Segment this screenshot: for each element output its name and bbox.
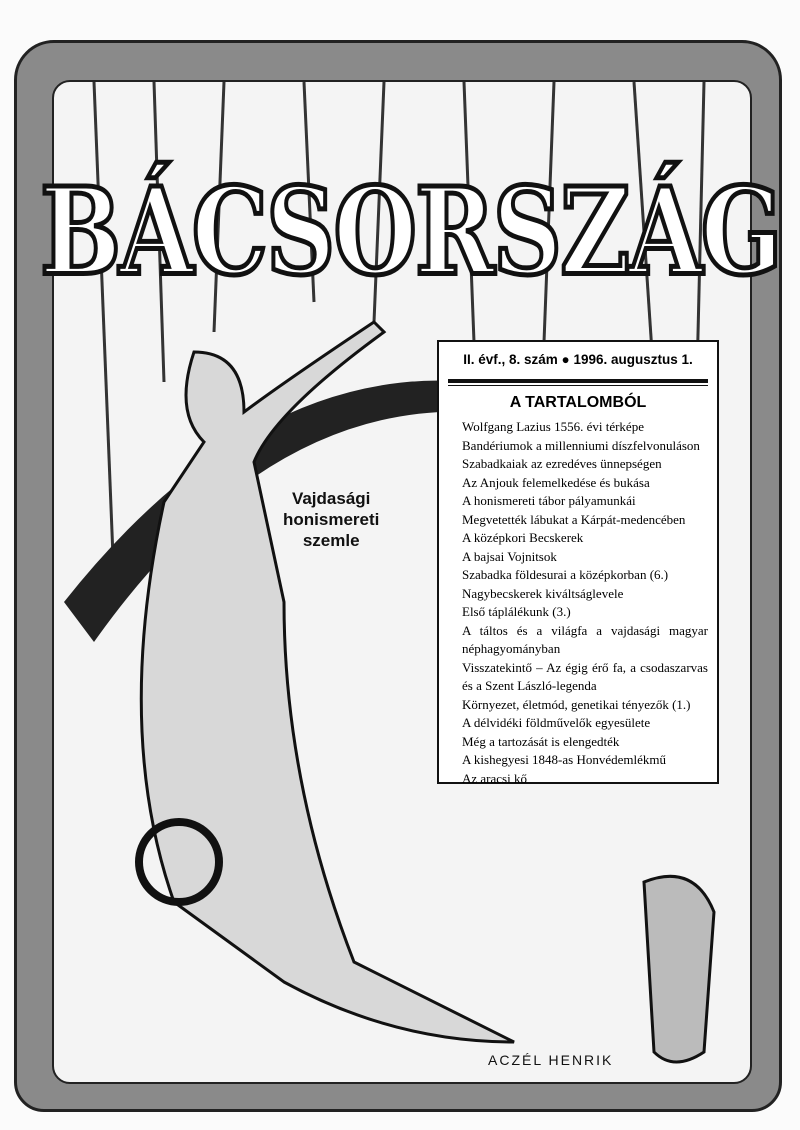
toc-item: Visszatekintő – Az égig érő fa, a csodaszarvas és a Szent László-legenda bbox=[462, 659, 708, 693]
toc-item: Környezet, életmód, genetikai tényezők (1.) bbox=[462, 696, 691, 712]
toc-heading: A TARTALOMBÓL bbox=[509, 394, 647, 411]
toc-item: Az aracsi kő bbox=[462, 770, 527, 786]
divider bbox=[448, 385, 708, 386]
subtitle-line: honismereti bbox=[283, 510, 380, 529]
toc-item: Nagybecskerek kiváltságlevele bbox=[462, 585, 624, 601]
toc-list bbox=[448, 418, 708, 788]
toc-item: A honismereti tábor pályamunkái bbox=[462, 493, 636, 508]
toc-item: Bandériumok a millenniumi díszfelvonuláson bbox=[462, 437, 700, 453]
toc-item: Szabadkaiak az ezredéves ünnepségen bbox=[462, 456, 662, 471]
magazine-title: BÁCSORSZÁG bbox=[40, 160, 781, 303]
toc-item: Az Anjouk felemelkedése és bukása bbox=[462, 474, 650, 490]
divider bbox=[448, 379, 708, 383]
subtitle-line: szemle bbox=[302, 531, 360, 550]
toc-item: Még a tartozását is elengedték bbox=[462, 733, 620, 749]
toc-item: A bajsai Vojnitsok bbox=[462, 548, 557, 564]
toc-item: Első táplálékunk (3.) bbox=[462, 604, 571, 619]
artist-signature: ACZÉL HENRIK bbox=[488, 1052, 614, 1068]
toc-item: Wolfgang Lazius 1556. évi térképe bbox=[462, 419, 644, 434]
toc-item: A kishegyesi 1848-as Honvédemlékmű bbox=[462, 752, 666, 767]
table-of-contents bbox=[437, 340, 719, 784]
subtitle-line: Vajdasági bbox=[291, 489, 371, 508]
toc-item: Megvetették lábukat a Kárpát-medencében bbox=[462, 511, 686, 527]
toc-item: Szabadka földesurai a középkorban (6.) bbox=[462, 567, 669, 582]
toc-item: A táltos és a világfa a vajdasági magyar néphagyományban bbox=[462, 622, 708, 656]
magazine-subtitle bbox=[283, 488, 379, 551]
toc-item: A középkori Becskerek bbox=[462, 530, 584, 545]
toc-item: A délvidéki földművelők egyesülete bbox=[462, 715, 651, 730]
issue-info: II. évf., 8. szám ● 1996. augusztus 1. bbox=[463, 352, 693, 367]
coat-of-arms bbox=[644, 876, 714, 1062]
